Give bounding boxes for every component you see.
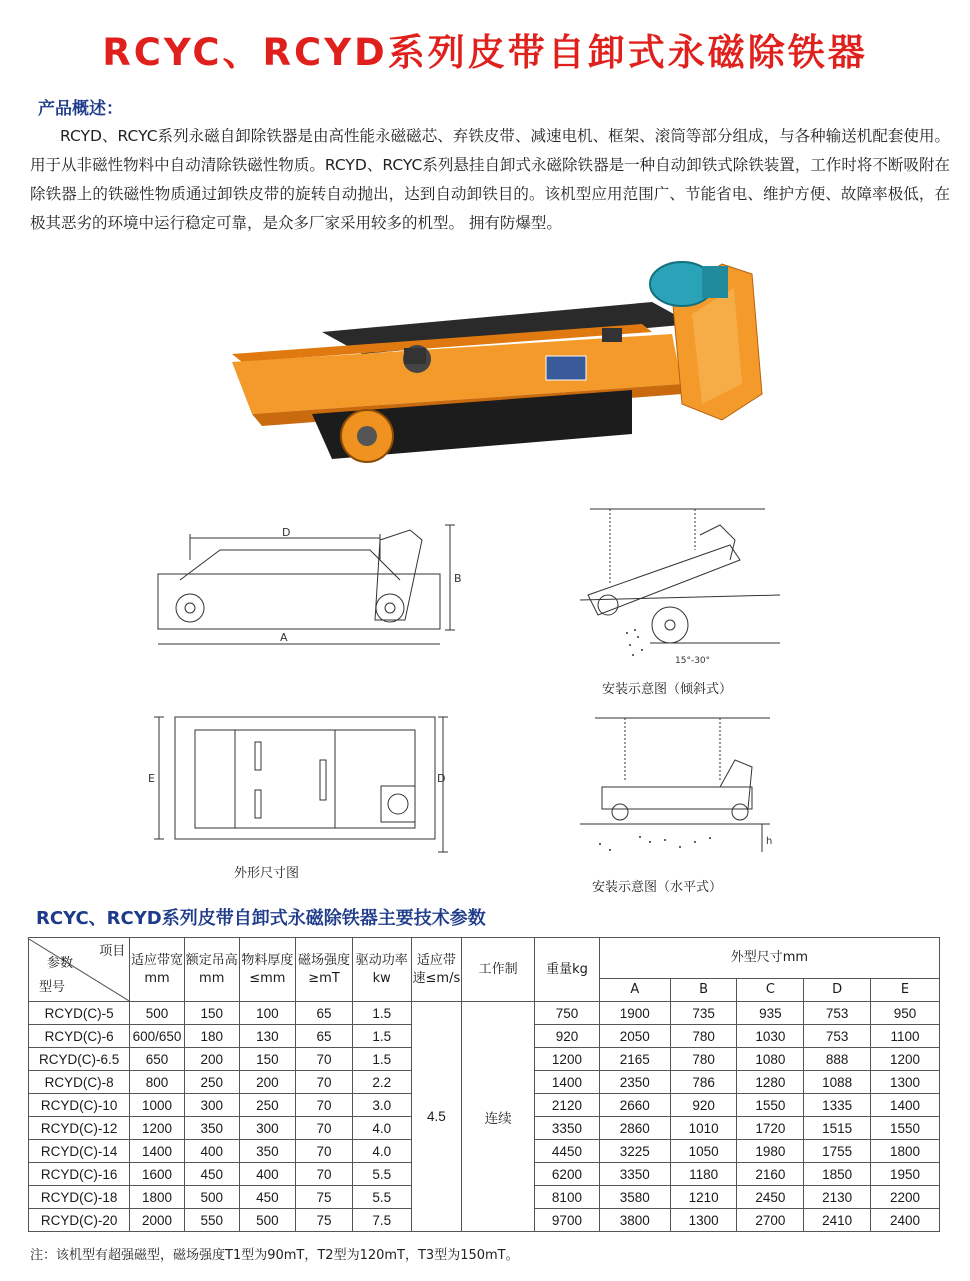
cell-model: RCYD(C)-16: [29, 1163, 130, 1186]
overview-text: RCYD、RCYC系列永磁自卸除铁器是由高性能永磁磁芯、弃铁皮带、减速电机、框架、滚筒等部分组成，与各种输送机配套使用。用于从非磁性物料中自动清除铁磁性物质。RCYD、RCYC系列悬挂自卸式永磁除铁器是一种自动卸铁式除铁装置，工作时将不断吸附在除铁器上的铁磁性物质通过卸铁皮带的旋转自动抛出，达到自动卸铁目的。该机型应用范围广、节能省电、维护方便、故障率极低，在极其恶劣的环境中运行稳定可靠，是众多厂家采用较多的机型。 拥有防爆型。: [30, 127, 950, 232]
cell-dim-e: 1950: [871, 1163, 940, 1186]
cell-dim-d: 1088: [804, 1071, 871, 1094]
cell-dim-c: 2700: [737, 1209, 804, 1232]
cell-hang-height: 350: [184, 1117, 239, 1140]
cell-dim-b: 780: [670, 1048, 737, 1071]
header-dim-d: D: [804, 979, 871, 1002]
cell-dim-d: 2410: [804, 1209, 871, 1232]
cell-power: 4.0: [352, 1117, 411, 1140]
header-dim-c: C: [737, 979, 804, 1002]
cell-weight: 920: [535, 1025, 600, 1048]
angle-label: 15°-30°: [675, 656, 711, 666]
cell-weight: 750: [535, 1002, 600, 1025]
cell-thickness: 250: [239, 1094, 296, 1117]
cell-dim-e: 1100: [871, 1025, 940, 1048]
cell-thickness: 400: [239, 1163, 296, 1186]
cell-dim-c: 2160: [737, 1163, 804, 1186]
cell-hang-height: 300: [184, 1094, 239, 1117]
cell-dim-b: 786: [670, 1071, 737, 1094]
cell-field-strength: 70: [296, 1140, 353, 1163]
footnote: 注：该机型有超强磁型，磁场强度T1型为90mT，T2型为120mT，T3型为150mT。: [30, 1248, 519, 1263]
cell-weight: 1200: [535, 1048, 600, 1071]
cell-dim-a: 3580: [599, 1186, 670, 1209]
cell-dim-b: 735: [670, 1002, 737, 1025]
cell-model: RCYD(C)-14: [29, 1140, 130, 1163]
dim-label-D-plan: D: [437, 772, 446, 785]
cell-thickness: 300: [239, 1117, 296, 1140]
cell-belt-width: 2000: [130, 1209, 185, 1232]
cell-dim-e: 2200: [871, 1186, 940, 1209]
header-diagonal-cell: [29, 938, 130, 1002]
cell-power: 5.5: [352, 1186, 411, 1209]
cell-dim-c: 1080: [737, 1048, 804, 1071]
cell-dim-c: 1980: [737, 1140, 804, 1163]
cell-duty: 连续: [462, 1002, 535, 1232]
cell-thickness: 200: [239, 1071, 296, 1094]
header-dimensions: 外型尺寸mm: [599, 938, 939, 979]
cell-belt-width: 1600: [130, 1163, 185, 1186]
cell-power: 3.0: [352, 1094, 411, 1117]
cell-hang-height: 400: [184, 1140, 239, 1163]
header-material-thickness: 物料厚度≤mm: [239, 938, 296, 1002]
cell-dim-e: 1800: [871, 1140, 940, 1163]
cell-dim-b: 1010: [670, 1117, 737, 1140]
header-belt-speed: 适应带速≤m/s: [411, 938, 462, 1002]
cell-model: RCYD(C)-12: [29, 1117, 130, 1140]
cell-belt-width: 500: [130, 1002, 185, 1025]
cell-dim-d: 1515: [804, 1117, 871, 1140]
cell-dim-b: 1210: [670, 1186, 737, 1209]
cell-power: 5.5: [352, 1163, 411, 1186]
cell-dim-b: 1050: [670, 1140, 737, 1163]
cell-dim-d: 753: [804, 1002, 871, 1025]
cell-field-strength: 75: [296, 1186, 353, 1209]
header-dim-b: B: [670, 979, 737, 1002]
cell-dim-a: 2050: [599, 1025, 670, 1048]
cell-field-strength: 65: [296, 1025, 353, 1048]
cell-weight: 6200: [535, 1163, 600, 1186]
page-title: RCYC、RCYD系列皮带自卸式永磁除铁器: [102, 31, 868, 74]
cell-dim-e: 1200: [871, 1048, 940, 1071]
cell-weight: 4450: [535, 1140, 600, 1163]
cell-field-strength: 75: [296, 1209, 353, 1232]
cell-dim-e: 1400: [871, 1094, 940, 1117]
cell-model: RCYD(C)-10: [29, 1094, 130, 1117]
cell-belt-width: 600/650: [130, 1025, 185, 1048]
cell-model: RCYD(C)-5: [29, 1002, 130, 1025]
dim-label-E: E: [148, 772, 155, 785]
cell-thickness: 350: [239, 1140, 296, 1163]
header-weight: 重量kg: [535, 938, 600, 1002]
dim-label-B: B: [454, 572, 462, 585]
cell-thickness: 100: [239, 1002, 296, 1025]
cell-weight: 8100: [535, 1186, 600, 1209]
header-drive-power: 驱动功率kw: [352, 938, 411, 1002]
cell-field-strength: 70: [296, 1094, 353, 1117]
spec-table: [28, 937, 940, 1232]
cell-hang-height: 200: [184, 1048, 239, 1071]
header-dim-e: E: [871, 979, 940, 1002]
caption-horizontal: 安装示意图（水平式）: [592, 880, 723, 895]
cell-hang-height: 180: [184, 1025, 239, 1048]
h-label: h: [766, 836, 773, 847]
cell-dim-d: 753: [804, 1025, 871, 1048]
cell-dim-c: 935: [737, 1002, 804, 1025]
cell-power: 7.5: [352, 1209, 411, 1232]
cell-power: 1.5: [352, 1002, 411, 1025]
cell-dim-c: 1280: [737, 1071, 804, 1094]
cell-dim-e: 1300: [871, 1071, 940, 1094]
header-field-strength: 磁场强度≥mT: [296, 938, 353, 1002]
cell-dim-a: 1900: [599, 1002, 670, 1025]
cell-model: RCYD(C)-20: [29, 1209, 130, 1232]
cell-dim-d: 1755: [804, 1140, 871, 1163]
caption-inclined: 安装示意图（倾斜式）: [602, 682, 733, 697]
header-dim-a: A: [599, 979, 670, 1002]
cell-weight: 1400: [535, 1071, 600, 1094]
cell-hang-height: 500: [184, 1186, 239, 1209]
cell-model: RCYD(C)-8: [29, 1071, 130, 1094]
cell-belt-width: 1000: [130, 1094, 185, 1117]
cell-power: 1.5: [352, 1025, 411, 1048]
header-model: 型号: [39, 979, 66, 995]
header-hang-height: 额定吊高mm: [184, 938, 239, 1002]
cell-dim-a: 3350: [599, 1163, 670, 1186]
header-param: 参数: [47, 955, 74, 971]
cell-model: RCYD(C)-6: [29, 1025, 130, 1048]
cell-dim-a: 3225: [599, 1140, 670, 1163]
cell-field-strength: 70: [296, 1163, 353, 1186]
cell-dim-e: 2400: [871, 1209, 940, 1232]
product-photo: [222, 254, 778, 480]
dim-label-A: A: [280, 631, 288, 644]
cell-belt-width: 1400: [130, 1140, 185, 1163]
cell-dim-d: 1850: [804, 1163, 871, 1186]
cell-hang-height: 150: [184, 1002, 239, 1025]
cell-weight: 3350: [535, 1117, 600, 1140]
cell-dim-d: 1335: [804, 1094, 871, 1117]
cell-model: RCYD(C)-18: [29, 1186, 130, 1209]
cell-belt-width: 1800: [130, 1186, 185, 1209]
cell-power: 2.2: [352, 1071, 411, 1094]
overview-heading: 产品概述：: [38, 99, 123, 119]
caption-outline: 外形尺寸图: [234, 866, 300, 881]
header-duty: 工作制: [462, 938, 535, 1002]
cell-field-strength: 65: [296, 1002, 353, 1025]
cell-dim-a: 2350: [599, 1071, 670, 1094]
cell-belt-speed: 4.5: [411, 1002, 462, 1232]
cell-dim-a: 2860: [599, 1117, 670, 1140]
cell-power: 1.5: [352, 1048, 411, 1071]
cell-dim-c: 2450: [737, 1186, 804, 1209]
cell-hang-height: 250: [184, 1071, 239, 1094]
cell-thickness: 150: [239, 1048, 296, 1071]
cell-thickness: 130: [239, 1025, 296, 1048]
cell-weight: 9700: [535, 1209, 600, 1232]
header-belt-width: 适应带宽mm: [130, 938, 185, 1002]
cell-field-strength: 70: [296, 1048, 353, 1071]
cell-weight: 2120: [535, 1094, 600, 1117]
cell-dim-c: 1720: [737, 1117, 804, 1140]
outline-plan-drawing: [145, 712, 455, 857]
header-item: 项目: [99, 943, 126, 959]
cell-dim-e: 1550: [871, 1117, 940, 1140]
cell-belt-width: 800: [130, 1071, 185, 1094]
cell-dim-b: 780: [670, 1025, 737, 1048]
install-horizontal-drawing: [570, 712, 780, 862]
cell-dim-e: 950: [871, 1002, 940, 1025]
cell-dim-a: 3800: [599, 1209, 670, 1232]
cell-thickness: 450: [239, 1186, 296, 1209]
dim-label-D: D: [282, 526, 291, 539]
cell-belt-width: 650: [130, 1048, 185, 1071]
cell-power: 4.0: [352, 1140, 411, 1163]
cell-dim-d: 888: [804, 1048, 871, 1071]
cell-hang-height: 550: [184, 1209, 239, 1232]
cell-thickness: 500: [239, 1209, 296, 1232]
cell-dim-a: 2165: [599, 1048, 670, 1071]
table-row: [29, 1002, 940, 1025]
table-title: RCYC、RCYD系列皮带自卸式永磁除铁器主要技术参数: [36, 908, 486, 929]
cell-dim-a: 2660: [599, 1094, 670, 1117]
cell-model: RCYD(C)-6.5: [29, 1048, 130, 1071]
cell-field-strength: 70: [296, 1071, 353, 1094]
cell-dim-b: 1300: [670, 1209, 737, 1232]
cell-dim-b: 920: [670, 1094, 737, 1117]
cell-dim-d: 2130: [804, 1186, 871, 1209]
cell-dim-c: 1030: [737, 1025, 804, 1048]
cell-belt-width: 1200: [130, 1117, 185, 1140]
outline-side-drawing: [150, 520, 470, 655]
install-inclined-drawing: [580, 505, 780, 670]
cell-hang-height: 450: [184, 1163, 239, 1186]
cell-dim-c: 1550: [737, 1094, 804, 1117]
cell-dim-b: 1180: [670, 1163, 737, 1186]
cell-field-strength: 70: [296, 1117, 353, 1140]
